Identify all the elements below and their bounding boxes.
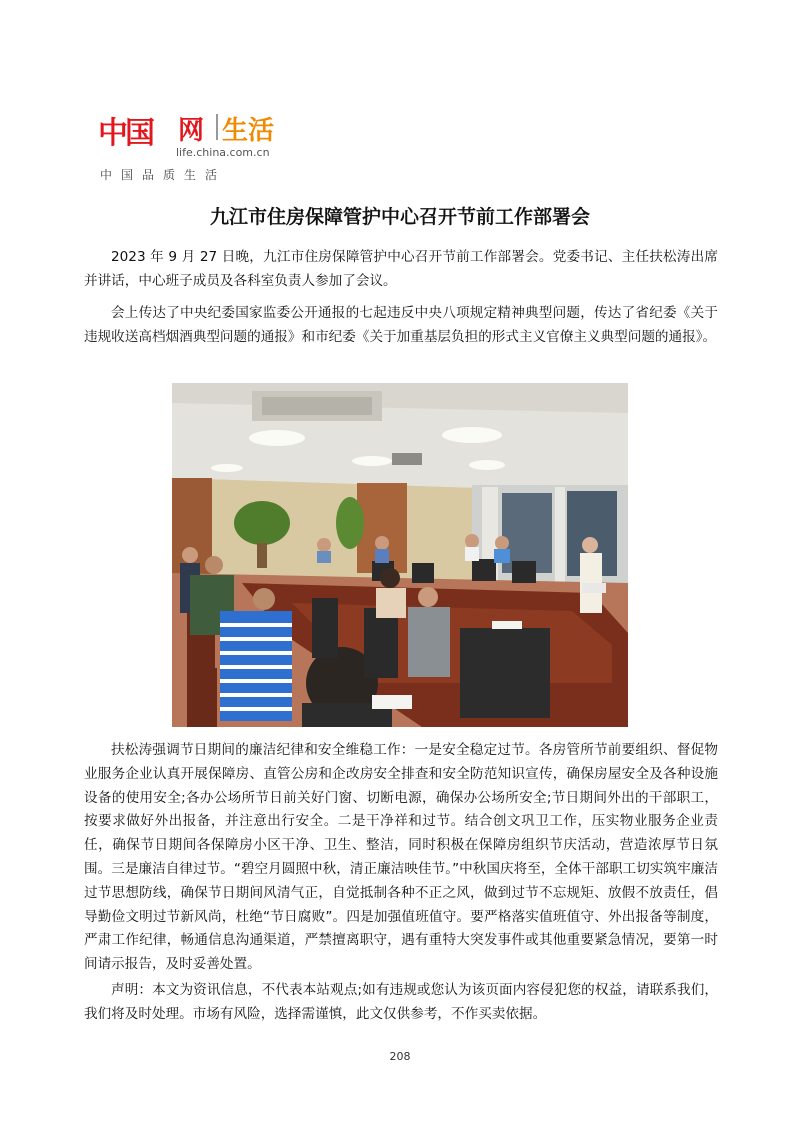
meeting-photo xyxy=(172,383,628,727)
logo-wang-text: 网 xyxy=(178,116,205,146)
logo-china-text: 中国 xyxy=(98,116,152,151)
article-title: 九江市住房保障管护中心召开节前工作部署会 xyxy=(209,206,590,228)
china-com-life-logo xyxy=(98,108,288,188)
logo-tagline: 中国品质生活 xyxy=(100,168,227,182)
page-number: 208 xyxy=(389,1050,411,1063)
disclaimer-paragraph: 声明：本文为资讯信息，不代表本站观点;如有违规或您认为该页面内容侵犯您的权益，请联系我们，我们将及时处理。市场有风险，选择需谨慎，此文仅供参考，不作买卖依据。 xyxy=(84,982,718,1022)
article-paragraph: 2023 年 9 月 27 日晚，九江市住房保障管护中心召开节前工作部署会。党委书记、主任扶松涛出席并讲话，中心班子成员及各科室负责人参加了会议。 xyxy=(84,249,718,289)
logo-separator xyxy=(216,114,218,140)
logo-url: life.china.com.cn xyxy=(176,146,270,159)
article-paragraph: 扶松涛强调节日期间的廉洁纪律和安全维稳工作：一是安全稳定过节。各房管所节前要组织、督促物业服务企业认真开展保障房、直管公房和企改房安全排查和安全防范知识宣传，确保房屋安全及各种设施设备的使用安全;各办公场所节日前关好门窗、切断电源，确保办公场所安全;节日期间外出的干部职工，按要求做好外出报备，并注意出行安全。二是干净祥和过节。结合创文巩卫工作，压实物业服务企业责任，确保节日期间各保障房小区干净、卫生、整洁，同时积极在保障房组织节庆活动，营造浓厚节日氛围。三是廉洁自律过节。“碧空月圆照中秋，清正廉洁映佳节。”中秋国庆将至，全体干部职工切实筑牢廉洁过节思想防线，确保节日期间风清气正，自觉抵制各种不正之风，做到过节不忘规矩、放假不放责任，倡导勤俭文明过节新风尚，杜绝“节日腐败”。四是加强值班值守。要严格落实值班值守、外出报备等制度，严肃工作纪律，畅通信息沟通渠道，严禁擅离职守，遇有重特大突发事件或其他重要紧急情况，要第一时间请示报告，及时妥善处置。 xyxy=(84,742,718,973)
article-paragraph: 会上传达了中央纪委国家监委公开通报的七起违反中央八项规定精神典型问题，传达了省纪委《关于违规收送高档烟酒典型问题的通报》和市纪委《关于加重基层负担的形式主义官僚主义典型问题的通报》。 xyxy=(84,305,718,345)
logo-life-text: 生活 xyxy=(222,116,275,146)
